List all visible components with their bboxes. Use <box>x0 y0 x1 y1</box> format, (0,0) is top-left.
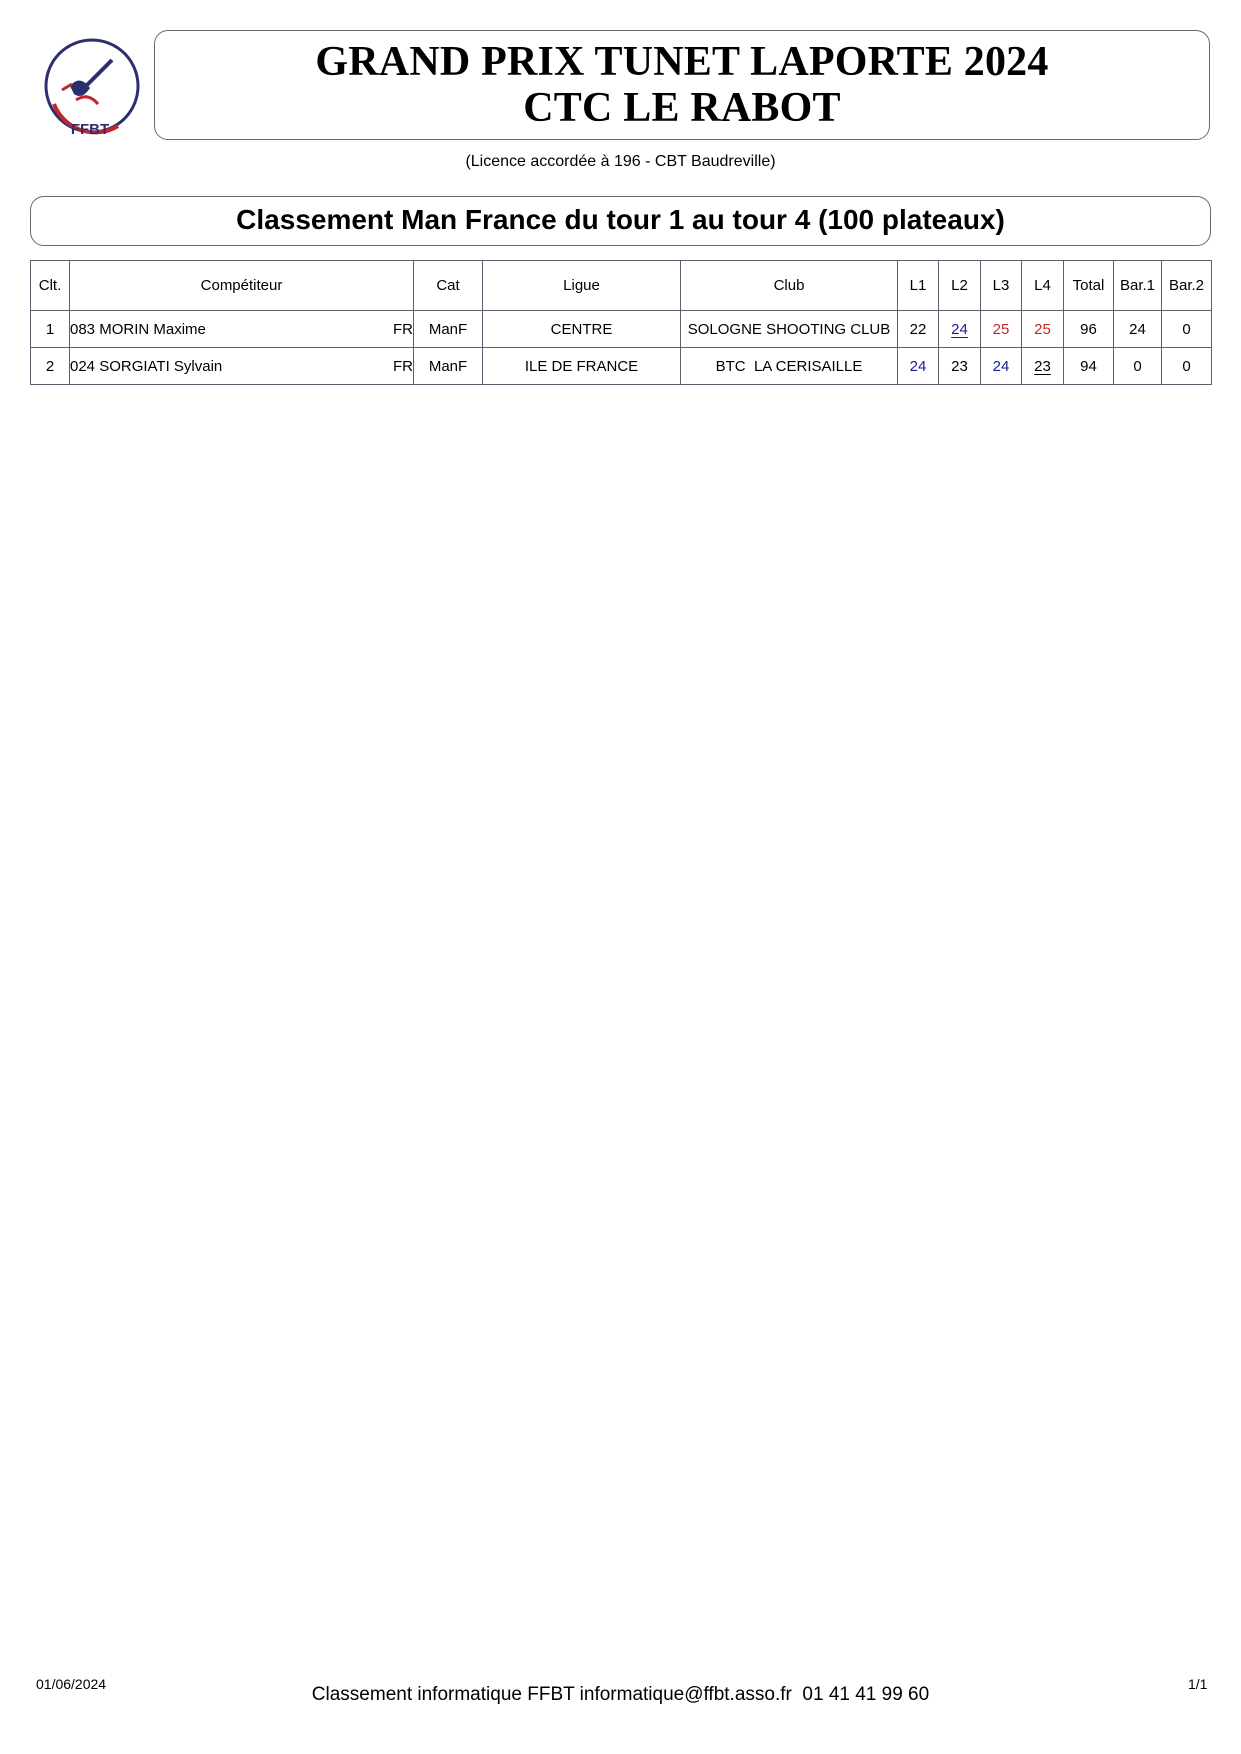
table-row <box>31 348 1212 385</box>
col-header-bar1: Bar.1 <box>1114 261 1162 311</box>
competitor-name: 083 MORIN Maxime <box>70 320 206 338</box>
venue-title: CTC LE RABOT <box>523 85 841 131</box>
total-cell: 94 <box>1064 348 1114 385</box>
nation-code: FR <box>393 357 413 375</box>
barrage2-cell: 0 <box>1162 311 1212 348</box>
col-header-competitor: Compétiteur <box>70 261 414 311</box>
nation-code: FR <box>393 320 413 338</box>
rank-cell: 2 <box>31 348 70 385</box>
competitor-name: 024 SORGIATI Sylvain <box>70 357 223 375</box>
score-l4: 25 <box>1022 311 1064 348</box>
col-header-l1: L1 <box>898 261 939 311</box>
col-header-ligue: Ligue <box>483 261 681 311</box>
col-header-clt: Clt. <box>31 261 70 311</box>
score-l3: 25 <box>981 311 1022 348</box>
col-header-l2: L2 <box>939 261 981 311</box>
ligue-cell: ILE DE FRANCE <box>483 348 681 385</box>
ffbt-logo <box>40 34 148 142</box>
category-cell: ManF <box>414 311 483 348</box>
score-l2 <box>939 311 981 348</box>
competitor-cell <box>70 348 414 385</box>
table-row <box>31 311 1212 348</box>
score-l3: 24 <box>981 348 1022 385</box>
competitor-cell <box>70 311 414 348</box>
barrage2-cell: 0 <box>1162 348 1212 385</box>
col-header-l4: L4 <box>1022 261 1064 311</box>
col-header-bar2: Bar.2 <box>1162 261 1212 311</box>
rank-cell: 1 <box>31 311 70 348</box>
ligue-cell: CENTRE <box>483 311 681 348</box>
event-title: GRAND PRIX TUNET LAPORTE 2024 <box>315 39 1049 85</box>
col-header-total: Total <box>1064 261 1114 311</box>
licence-note: (Licence accordée à 196 - CBT Baudreville) <box>465 153 776 170</box>
page-number: 1/1 <box>1188 1676 1208 1692</box>
col-header-club: Club <box>681 261 898 311</box>
score-l4-value: 23 <box>1034 357 1051 375</box>
score-l2-value: 24 <box>951 320 968 338</box>
score-l1: 22 <box>898 311 939 348</box>
club-cell: BTC LA CERISAILLE <box>681 348 898 385</box>
col-header-cat: Cat <box>414 261 483 311</box>
barrage1-cell: 24 <box>1114 311 1162 348</box>
category-cell: ManF <box>414 348 483 385</box>
score-l1: 24 <box>898 348 939 385</box>
footer-date: 01/06/2024 <box>36 1676 107 1692</box>
title-box <box>154 30 1210 140</box>
club-cell: SOLOGNE SHOOTING CLUB <box>681 311 898 348</box>
col-header-l3: L3 <box>981 261 1022 311</box>
barrage1-cell: 0 <box>1114 348 1162 385</box>
results-table <box>30 260 1212 385</box>
logo-text: FFBT <box>70 121 110 138</box>
footer-contact: Classement informatique FFBT informatique@ffbt.asso.fr 01 41 41 99 60 <box>311 1684 930 1705</box>
table-header-row <box>31 261 1212 311</box>
score-l2: 23 <box>939 348 981 385</box>
ranking-title: Classement Man France du tour 1 au tour 4 (100 plateaux) <box>30 196 1211 246</box>
total-cell: 96 <box>1064 311 1114 348</box>
score-l4 <box>1022 348 1064 385</box>
